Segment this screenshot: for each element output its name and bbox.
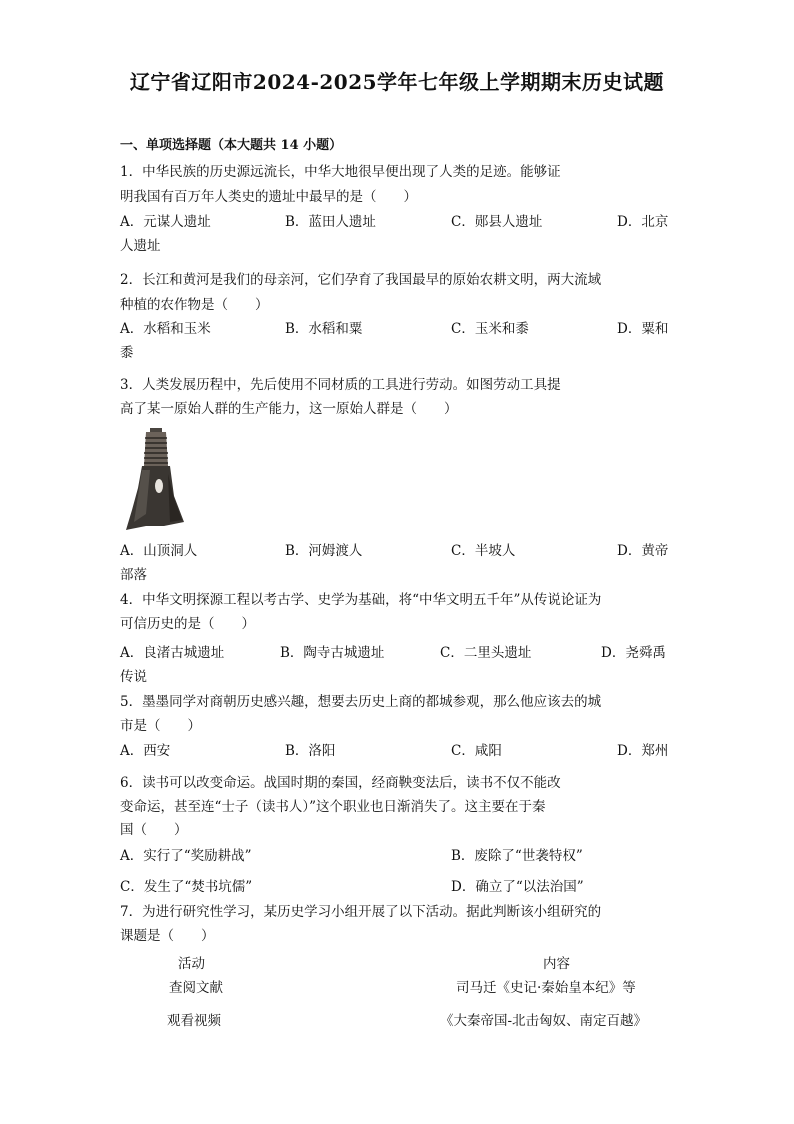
option-b[interactable]: B．陶寺古城遗址 xyxy=(280,645,385,661)
table-cell-content: 司马迁《史记·秦始皇本纪》等 xyxy=(456,980,636,996)
option-a[interactable]: A．实行了“奖励耕战” xyxy=(120,848,252,864)
table-header-content: 内容 xyxy=(543,956,570,972)
table-cell-activity: 观看视频 xyxy=(167,1013,221,1029)
question-3-line-2: 高了某一原始人群的生产能力，这一原始人群是（ ） xyxy=(120,401,458,417)
option-b[interactable]: B．河姆渡人 xyxy=(285,543,363,559)
option-d-wrap: 部落 xyxy=(120,567,147,583)
option-b[interactable]: B．洛阳 xyxy=(285,743,336,759)
question-7-line-2: 课题是（ ） xyxy=(120,928,215,944)
option-a[interactable]: A．西安 xyxy=(120,743,171,759)
option-d-wrap: 人遗址 xyxy=(120,238,161,254)
option-c[interactable]: C．二里头遗址 xyxy=(440,645,532,661)
option-a[interactable]: A．水稻和玉米 xyxy=(120,321,211,337)
option-d[interactable]: D．确立了“以法治国” xyxy=(451,879,584,895)
question-4-line-2: 可信历史的是（ ） xyxy=(120,616,255,632)
option-d[interactable]: D．郑州 xyxy=(617,743,669,759)
exam-title: 辽宁省辽阳市2024-2025学年七年级上学期期末历史试题 xyxy=(129,70,665,94)
option-c[interactable]: C．发生了“焚书坑儒” xyxy=(120,879,253,895)
option-b[interactable]: B．水稻和粟 xyxy=(285,321,363,337)
option-c[interactable]: C．玉米和黍 xyxy=(451,321,529,337)
option-a[interactable]: A．元谋人遗址 xyxy=(120,214,211,230)
option-d[interactable]: D．北京 xyxy=(617,214,669,230)
option-d-wrap: 黍 xyxy=(120,345,134,361)
option-c[interactable]: C．咸阳 xyxy=(451,743,502,759)
bronze-tool-icon xyxy=(124,426,186,530)
question-2-line-1: 2．长江和黄河是我们的母亲河，它们孕育了我国最早的原始农耕文明，两大流域 xyxy=(120,272,602,288)
question-1-line-2: 明我国有百万年人类史的遗址中最早的是（ ） xyxy=(120,189,417,205)
option-c[interactable]: C．郧县人遗址 xyxy=(451,214,543,230)
option-d[interactable]: D．黄帝 xyxy=(617,543,669,559)
option-d[interactable]: D．粟和 xyxy=(617,321,669,337)
bronze-tool-image xyxy=(124,426,186,530)
option-b[interactable]: B．蓝田人遗址 xyxy=(285,214,376,230)
table-header-activity: 活动 xyxy=(178,956,205,972)
question-5-line-2: 市是（ ） xyxy=(120,718,201,734)
table-cell-activity: 查阅文献 xyxy=(169,980,223,996)
option-c[interactable]: C．半坡人 xyxy=(451,543,516,559)
question-4-line-1: 4．中华文明探源工程以考古学、史学为基础，将“中华文明五千年”从传说论证为 xyxy=(120,592,602,608)
option-a[interactable]: A．良渚古城遗址 xyxy=(120,645,225,661)
question-1-line-1: 1．中华民族的历史源远流长，中华大地很早便出现了人类的足迹。能够证 xyxy=(120,164,561,180)
question-3-line-1: 3．人类发展历程中，先后使用不同材质的工具进行劳动。如图劳动工具提 xyxy=(120,377,561,393)
question-7-line-1: 7．为进行研究性学习，某历史学习小组开展了以下活动。据此判断该小组研究的 xyxy=(120,904,602,920)
table-cell-content: 《大秦帝国-北击匈奴、南定百越》 xyxy=(440,1013,648,1029)
option-a[interactable]: A．山顶洞人 xyxy=(120,543,198,559)
option-d-wrap: 传说 xyxy=(120,669,147,685)
question-6-line-2: 变命运，甚至连“士子（读书人）”这个职业也日渐消失了。这主要在于秦 xyxy=(120,799,546,815)
question-6-line-3: 国（ ） xyxy=(120,822,188,838)
section-heading: 一、单项选择题（本大题共 14 小题） xyxy=(120,138,343,153)
question-2-line-2: 种植的农作物是（ ） xyxy=(120,297,269,313)
option-b[interactable]: B．废除了“世袭特权” xyxy=(451,848,583,864)
question-6-line-1: 6．读书可以改变命运。战国时期的秦国，经商鞅变法后，读书不仅不能改 xyxy=(120,775,561,791)
option-d[interactable]: D．尧舜禹 xyxy=(601,645,666,661)
question-5-line-1: 5．墨墨同学对商朝历史感兴趣，想要去历史上商的都城参观，那么他应该去的城 xyxy=(120,694,602,710)
